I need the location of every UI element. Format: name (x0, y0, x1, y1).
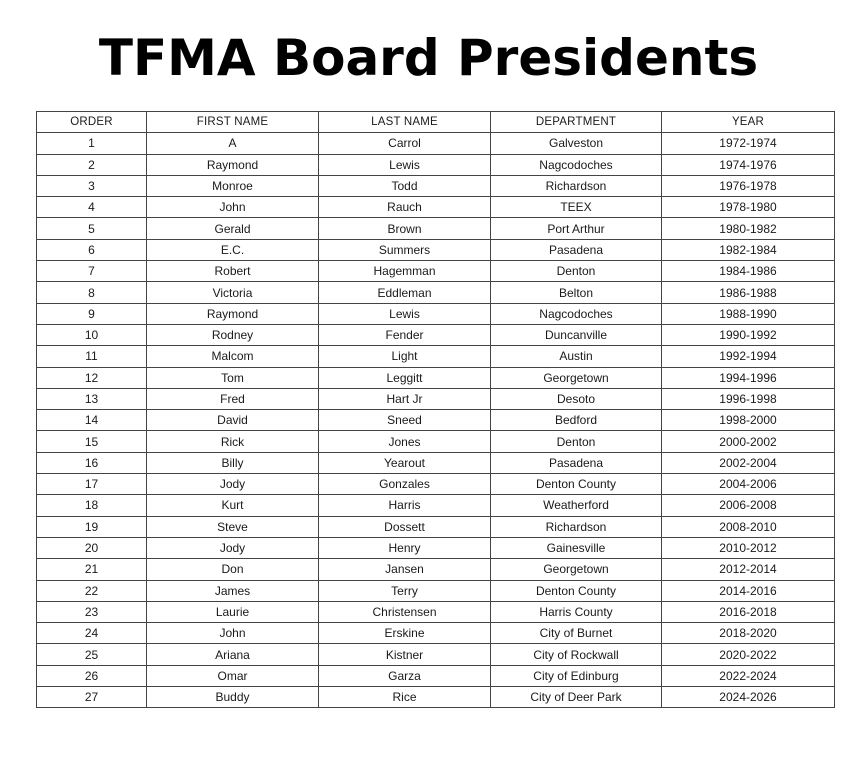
cell-last-name: Christensen (319, 601, 491, 622)
cell-department: City of Edinburg (491, 665, 662, 686)
cell-department: Georgetown (491, 559, 662, 580)
cell-year: 1980-1982 (662, 218, 835, 239)
cell-order: 20 (37, 537, 147, 558)
cell-department: Bedford (491, 410, 662, 431)
cell-year: 1976-1978 (662, 175, 835, 196)
cell-year: 2000-2002 (662, 431, 835, 452)
table-row (37, 665, 835, 686)
cell-year: 2014-2016 (662, 580, 835, 601)
cell-last-name: Light (319, 346, 491, 367)
cell-department: Galveston (491, 133, 662, 154)
cell-year: 1994-1996 (662, 367, 835, 388)
cell-order: 19 (37, 516, 147, 537)
cell-department: Gainesville (491, 537, 662, 558)
cell-year: 2016-2018 (662, 601, 835, 622)
cell-year: 1972-1974 (662, 133, 835, 154)
table-row (37, 580, 835, 601)
cell-year: 2024-2026 (662, 687, 835, 708)
cell-last-name: Brown (319, 218, 491, 239)
cell-order: 17 (37, 474, 147, 495)
cell-department: Denton County (491, 580, 662, 601)
table-row (37, 239, 835, 260)
cell-last-name: Lewis (319, 154, 491, 175)
cell-order: 4 (37, 197, 147, 218)
cell-first-name: Raymond (147, 303, 319, 324)
cell-first-name: Kurt (147, 495, 319, 516)
table-row (37, 346, 835, 367)
presidents-table (36, 111, 835, 708)
table-row (37, 324, 835, 345)
cell-last-name: Erskine (319, 623, 491, 644)
cell-first-name: Jody (147, 537, 319, 558)
cell-department: Pasadena (491, 239, 662, 260)
cell-first-name: David (147, 410, 319, 431)
cell-department: Harris County (491, 601, 662, 622)
table-row (37, 133, 835, 154)
cell-year: 1974-1976 (662, 154, 835, 175)
cell-year: 1996-1998 (662, 388, 835, 409)
cell-first-name: Ariana (147, 644, 319, 665)
header-year: YEAR (662, 112, 835, 133)
cell-first-name: Tom (147, 367, 319, 388)
cell-last-name: Jones (319, 431, 491, 452)
cell-order: 14 (37, 410, 147, 431)
cell-department: Belton (491, 282, 662, 303)
cell-department: Nagcodoches (491, 154, 662, 175)
cell-order: 26 (37, 665, 147, 686)
cell-last-name: Kistner (319, 644, 491, 665)
cell-year: 2022-2024 (662, 665, 835, 686)
cell-year: 1998-2000 (662, 410, 835, 431)
cell-year: 2018-2020 (662, 623, 835, 644)
cell-department: Duncanville (491, 324, 662, 345)
cell-year: 2006-2008 (662, 495, 835, 516)
cell-year: 2008-2010 (662, 516, 835, 537)
cell-last-name: Hart Jr (319, 388, 491, 409)
table-body (37, 133, 835, 708)
page-title: TFMA Board Presidents (98, 29, 759, 87)
cell-first-name: Raymond (147, 154, 319, 175)
table-row (37, 623, 835, 644)
cell-year: 2010-2012 (662, 537, 835, 558)
cell-order: 5 (37, 218, 147, 239)
cell-first-name: Jody (147, 474, 319, 495)
cell-last-name: Fender (319, 324, 491, 345)
cell-first-name: Victoria (147, 282, 319, 303)
cell-last-name: Leggitt (319, 367, 491, 388)
cell-year: 1988-1990 (662, 303, 835, 324)
cell-last-name: Gonzales (319, 474, 491, 495)
cell-year: 1978-1980 (662, 197, 835, 218)
cell-last-name: Rauch (319, 197, 491, 218)
cell-first-name: Malcom (147, 346, 319, 367)
header-last-name: LAST NAME (319, 112, 491, 133)
table-row (37, 218, 835, 239)
cell-first-name: Rodney (147, 324, 319, 345)
cell-order: 15 (37, 431, 147, 452)
cell-last-name: Todd (319, 175, 491, 196)
cell-first-name: Gerald (147, 218, 319, 239)
cell-department: Austin (491, 346, 662, 367)
cell-order: 3 (37, 175, 147, 196)
table-row (37, 197, 835, 218)
cell-last-name: Eddleman (319, 282, 491, 303)
cell-order: 11 (37, 346, 147, 367)
cell-year: 1984-1986 (662, 261, 835, 282)
table-row (37, 452, 835, 473)
cell-order: 16 (37, 452, 147, 473)
cell-year: 1982-1984 (662, 239, 835, 260)
cell-last-name: Garza (319, 665, 491, 686)
cell-last-name: Lewis (319, 303, 491, 324)
header-row (37, 112, 835, 133)
cell-order: 12 (37, 367, 147, 388)
cell-last-name: Summers (319, 239, 491, 260)
cell-order: 1 (37, 133, 147, 154)
cell-first-name: Don (147, 559, 319, 580)
cell-order: 25 (37, 644, 147, 665)
table-row (37, 431, 835, 452)
cell-last-name: Harris (319, 495, 491, 516)
cell-last-name: Hagemman (319, 261, 491, 282)
cell-year: 2020-2022 (662, 644, 835, 665)
table-row (37, 175, 835, 196)
table-row (37, 644, 835, 665)
cell-department: Georgetown (491, 367, 662, 388)
cell-department: Denton County (491, 474, 662, 495)
header-order: ORDER (37, 112, 147, 133)
table-header (37, 112, 835, 133)
table-row (37, 516, 835, 537)
table-row (37, 687, 835, 708)
cell-department: Denton (491, 431, 662, 452)
cell-last-name: Rice (319, 687, 491, 708)
table-row (37, 282, 835, 303)
cell-first-name: A (147, 133, 319, 154)
table-row (37, 367, 835, 388)
cell-first-name: Fred (147, 388, 319, 409)
cell-year: 1992-1994 (662, 346, 835, 367)
cell-first-name: Omar (147, 665, 319, 686)
cell-order: 2 (37, 154, 147, 175)
table-row (37, 410, 835, 431)
cell-first-name: Monroe (147, 175, 319, 196)
cell-first-name: Rick (147, 431, 319, 452)
cell-department: Desoto (491, 388, 662, 409)
cell-last-name: Carrol (319, 133, 491, 154)
table-row (37, 601, 835, 622)
presidents-table-container (36, 111, 834, 708)
cell-last-name: Yearout (319, 452, 491, 473)
cell-year: 2002-2004 (662, 452, 835, 473)
cell-order: 24 (37, 623, 147, 644)
cell-first-name: John (147, 623, 319, 644)
cell-last-name: Henry (319, 537, 491, 558)
cell-department: City of Burnet (491, 623, 662, 644)
table-row (37, 303, 835, 324)
cell-department: Weatherford (491, 495, 662, 516)
table-row (37, 154, 835, 175)
header-department: DEPARTMENT (491, 112, 662, 133)
cell-year: 2004-2006 (662, 474, 835, 495)
cell-first-name: E.C. (147, 239, 319, 260)
cell-department: Denton (491, 261, 662, 282)
cell-year: 1990-1992 (662, 324, 835, 345)
cell-order: 18 (37, 495, 147, 516)
cell-year: 1986-1988 (662, 282, 835, 303)
table-row (37, 388, 835, 409)
cell-last-name: Jansen (319, 559, 491, 580)
table-row (37, 537, 835, 558)
cell-order: 9 (37, 303, 147, 324)
cell-department: Richardson (491, 175, 662, 196)
cell-department: Richardson (491, 516, 662, 537)
header-first-name: FIRST NAME (147, 112, 319, 133)
table-row (37, 559, 835, 580)
cell-order: 10 (37, 324, 147, 345)
cell-first-name: Robert (147, 261, 319, 282)
cell-department: Pasadena (491, 452, 662, 473)
cell-order: 13 (37, 388, 147, 409)
cell-year: 2012-2014 (662, 559, 835, 580)
cell-order: 22 (37, 580, 147, 601)
table-row (37, 474, 835, 495)
cell-department: City of Deer Park (491, 687, 662, 708)
cell-department: TEEX (491, 197, 662, 218)
cell-department: Port Arthur (491, 218, 662, 239)
cell-first-name: Buddy (147, 687, 319, 708)
cell-order: 7 (37, 261, 147, 282)
cell-department: City of Rockwall (491, 644, 662, 665)
cell-department: Nagcodoches (491, 303, 662, 324)
cell-first-name: Steve (147, 516, 319, 537)
cell-order: 23 (37, 601, 147, 622)
cell-last-name: Terry (319, 580, 491, 601)
table-row (37, 261, 835, 282)
cell-last-name: Sneed (319, 410, 491, 431)
cell-last-name: Dossett (319, 516, 491, 537)
cell-order: 27 (37, 687, 147, 708)
cell-order: 6 (37, 239, 147, 260)
cell-first-name: Billy (147, 452, 319, 473)
cell-first-name: John (147, 197, 319, 218)
cell-first-name: James (147, 580, 319, 601)
cell-first-name: Laurie (147, 601, 319, 622)
cell-order: 21 (37, 559, 147, 580)
cell-order: 8 (37, 282, 147, 303)
table-row (37, 495, 835, 516)
